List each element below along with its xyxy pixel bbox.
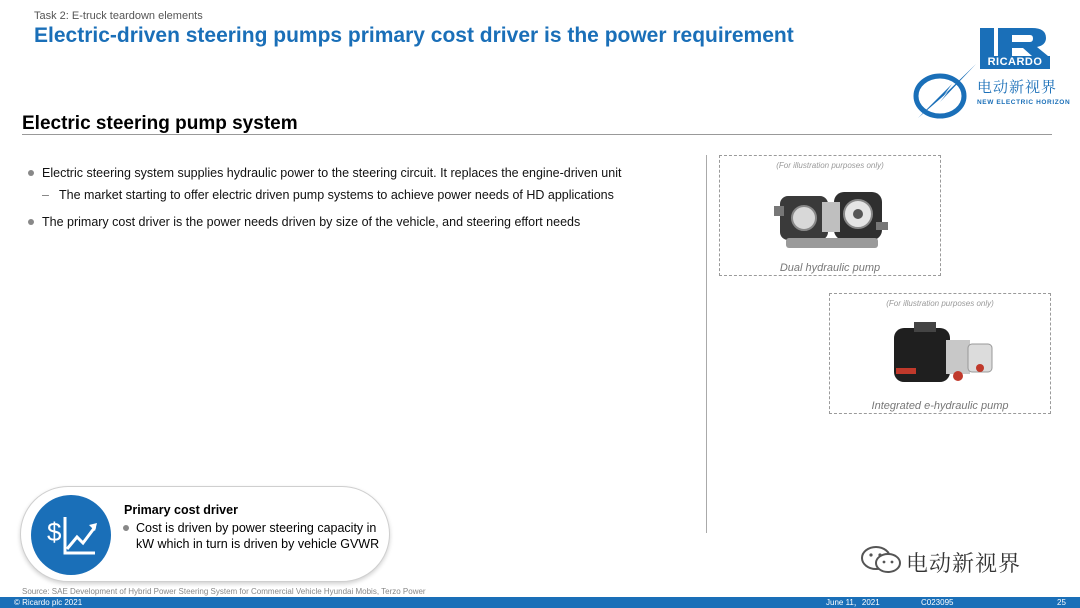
svg-text:$: $ [47, 517, 62, 547]
bullet-list [26, 165, 666, 236]
source-note: Source: SAE Development of Hybrid Power Steering System for Commercial Vehicle Hyundai Mobis, Terzo Power [22, 587, 426, 596]
cost-driver-text: Cost is driven by power steering capacity in kW which in turn is driven by vehicle GVWR [136, 520, 386, 552]
section-heading: Electric steering pump system [22, 113, 298, 134]
illustration-caption: Integrated e-hydraulic pump [871, 400, 1009, 412]
bullet-item: Electric steering system supplies hydraulic power to the steering circuit. It replaces the engine-driven unit [26, 165, 666, 181]
neh-english-name: NEW ELECTRIC HORIZON [977, 99, 1071, 106]
task-label: Task 2: E-truck teardown elements [34, 10, 203, 22]
watermark-text: 电动新视界 [906, 551, 1022, 576]
neh-chinese-name: 电动新视界 [977, 79, 1058, 96]
cost-driver-title: Primary cost driver [124, 503, 238, 517]
bullet-item: The primary cost driver is the power needs driven by size of the vehicle, and steering effort needs [26, 214, 666, 230]
sub-bullet-item: – The market starting to offer electric driven pump systems to achieve power needs of HD applications [26, 187, 666, 203]
illustration-caption: Dual hydraulic pump [779, 262, 881, 274]
illustration-note: (For illustration purposes only) [776, 161, 884, 170]
dual-hydraulic-pump-image [772, 182, 890, 258]
footer-page-number: 25 [1057, 598, 1066, 607]
footer-code: C023095 [921, 598, 954, 607]
footer-bar [0, 597, 1080, 608]
cost-growth-chart-icon [31, 495, 111, 575]
ricardo-logo-icon [980, 28, 1050, 56]
wechat-icon [858, 545, 906, 575]
illustration-dual-pump [719, 155, 941, 276]
ricardo-wordmark: RICARDO [980, 56, 1050, 69]
logo-block [905, 26, 1075, 126]
integrated-e-hydraulic-pump-image [888, 318, 998, 394]
new-electric-horizon-emblem-icon [910, 62, 978, 120]
wechat-watermark [858, 543, 1058, 577]
footer-date: June 11，2021 [826, 598, 880, 607]
page-title: Electric-driven steering pumps primary cost driver is the power requirement [34, 24, 794, 47]
illustration-integrated-pump [829, 293, 1051, 414]
footer-copyright: © Ricardo plc 2021 [14, 598, 83, 607]
primary-cost-driver-card [20, 486, 390, 582]
illustration-note: (For illustration purposes only) [886, 299, 994, 308]
section-divider [22, 134, 1052, 135]
vertical-divider [706, 155, 707, 533]
